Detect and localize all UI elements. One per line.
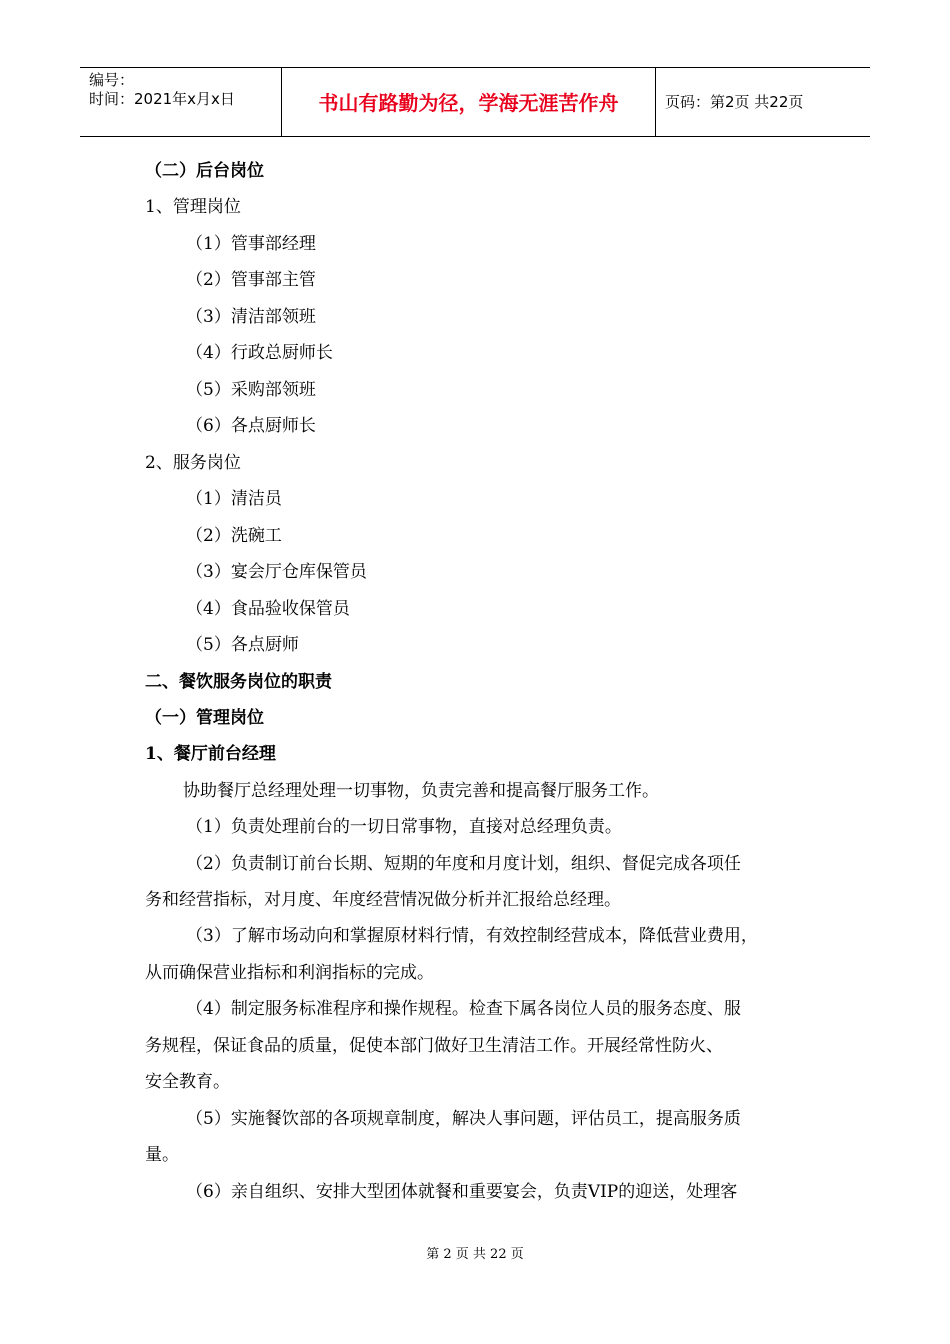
section-heading: （二）后台岗位 — [145, 161, 264, 181]
subsection-heading: 2、服务岗位 — [145, 453, 241, 473]
list-item: （2）管事部主管 — [186, 270, 316, 290]
subsection-heading: 1、餐厅前台经理 — [145, 744, 276, 764]
paragraph-line: （5）实施餐饮部的各项规章制度，解决人事问题，评估员工，提高服务质 — [186, 1109, 741, 1129]
paragraph-line: （4）制定服务标准程序和操作规程。检查下属各岗位人员的服务态度、服 — [186, 999, 741, 1019]
list-item: （1）清洁员 — [186, 489, 282, 509]
section-heading: 二、餐饮服务岗位的职责 — [145, 672, 332, 692]
paragraph-line: 务和经营指标，对月度、年度经营情况做分析并汇报给总经理。 — [145, 890, 621, 910]
list-item: （3）宴会厅仓库保管员 — [186, 562, 367, 582]
list-item: （4）食品验收保管员 — [186, 599, 350, 619]
page-number-label: 页码：第2页 共22页 — [665, 93, 804, 111]
page-footer: 第 2 页 共 22 页 — [426, 1247, 524, 1262]
list-item: （3）清洁部领班 — [186, 307, 316, 327]
list-item: （5）采购部领班 — [186, 380, 316, 400]
paragraph-line: 安全教育。 — [145, 1072, 230, 1092]
list-item: （1）管事部经理 — [186, 234, 316, 254]
paragraph-line: （3）了解市场动向和掌握原材料行情，有效控制经营成本，降低营业费用， — [186, 926, 758, 946]
list-item: （6）各点厨师长 — [186, 416, 316, 436]
paragraph-line: 量。 — [145, 1145, 179, 1165]
subsection-heading: 1、管理岗位 — [145, 197, 241, 217]
page-header — [80, 67, 870, 137]
paragraph-line: 从而确保营业指标和利润指标的完成。 — [145, 963, 434, 983]
paragraph-line: （2）负责制订前台长期、短期的年度和月度计划，组织、督促完成各项任 — [186, 854, 741, 874]
header-info-cell — [80, 68, 281, 136]
header-page-cell — [656, 68, 870, 136]
list-item: （5）各点厨师 — [186, 635, 299, 655]
header-motto-cell — [281, 68, 656, 136]
paragraph-line: （6）亲自组织、安排大型团体就餐和重要宴会，负责VIP的迎送，处理客 — [186, 1182, 738, 1202]
date-label: 时间：2021年x月x日 — [89, 90, 235, 108]
list-item: （4）行政总厨师长 — [186, 343, 333, 363]
header-motto: 书山有路勤为径，学海无涯苦作舟 — [318, 91, 619, 115]
paragraph-line: 务规程，保证食品的质量，促使本部门做好卫生清洁工作。开展经常性防火、 — [145, 1036, 723, 1056]
paragraph-line: 协助餐厅总经理处理一切事物，负责完善和提高餐厅服务工作。 — [183, 781, 659, 801]
paragraph-line: （1）负责处理前台的一切日常事物，直接对总经理负责。 — [186, 817, 622, 837]
list-item: （2）洗碗工 — [186, 526, 282, 546]
serial-number-label: 编号： — [89, 71, 135, 89]
section-heading: （一）管理岗位 — [145, 708, 264, 728]
